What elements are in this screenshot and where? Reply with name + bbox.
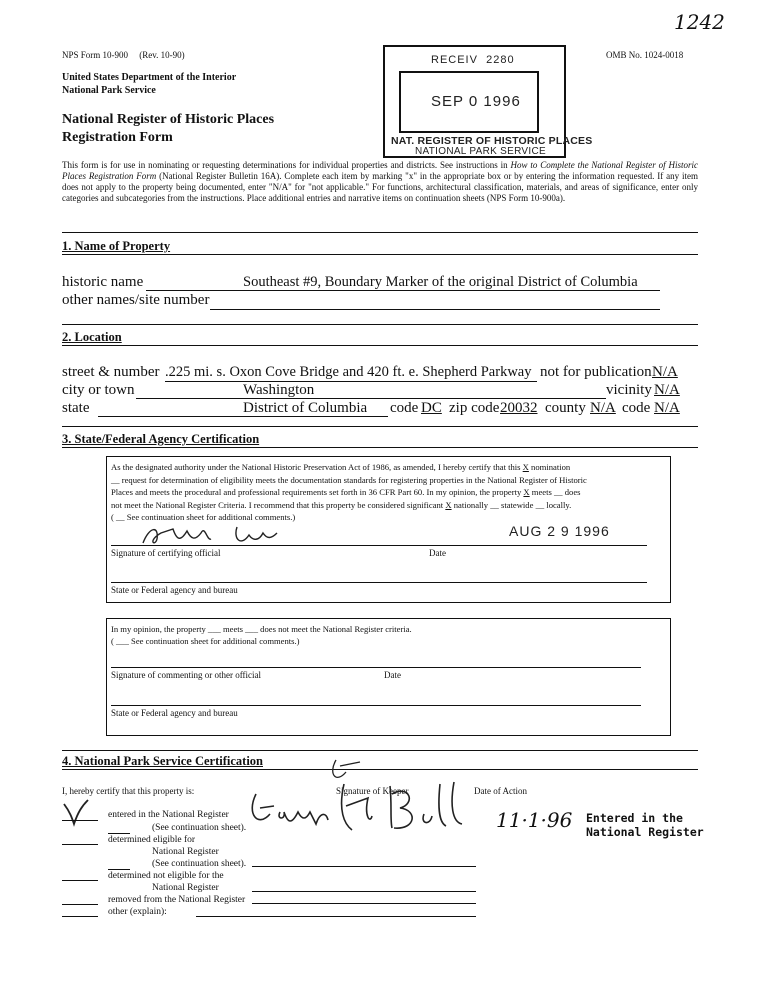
state-label: state [62,400,90,416]
code-value[interactable]: DC [421,400,442,416]
cert-line-3 [111,486,666,499]
option-eligible-register: National Register [152,847,219,857]
street-label: street & number [62,364,160,380]
form-rev: (Rev. 10-90) [139,50,185,60]
section-2-title: 2. Location [62,330,122,344]
form-title-2: Registration Form [62,130,173,145]
checkmark-icon [60,798,90,828]
option-removed: removed from the National Register [108,895,246,905]
option-entered: entered in the National Register [108,810,229,820]
intro-text-2: (National Register Bulletin 16A). Complete each item by marking "x" in the appropriate box or by entering the information requested. If any item does not apply to the property being documented, enter "N/A" for "not applicable." For functions, architectural classification, materials, and areas of significance, enter only categories and subcategories from the instructions. Place additional entries and narrative items on continuation sheets (NPS Form 10-900a). [62,171,698,203]
omb-number: OMB No. 1024-0018 [606,50,684,60]
vicinity-value[interactable]: N/A [654,382,680,398]
zip-value[interactable]: 20032 [500,400,538,416]
stamp-number: 2280 [486,54,515,66]
option-line-1[interactable] [252,866,476,867]
code-label: code [390,400,419,416]
certifying-signature [137,521,327,551]
option-continuation-2: (See continuation sheet). [152,859,247,869]
zip-label: zip code [449,400,500,416]
publication-value[interactable]: N/A [652,364,678,380]
intro-paragraph [62,160,698,204]
section-1-title: 1. Name of Property [62,239,171,253]
option-not-eligible: determined not eligible for the [108,871,224,881]
corner-number: 1242 [674,10,725,34]
certification-text [111,461,666,524]
option-blank-cont-2[interactable] [108,869,130,870]
option-line-2[interactable] [252,891,476,892]
section-2-heading [62,330,122,345]
divider [62,447,698,448]
cert-date-label: Date [429,548,446,558]
certification-box [106,456,671,603]
city-label: city or town [62,382,135,398]
section-4-heading [62,754,263,769]
section-1-heading [62,239,170,254]
section-3-heading [62,432,259,447]
cert-line-1b: nomination [528,462,571,472]
dept-line-2: National Park Service [62,85,156,96]
cert-line-1a: As the designated authority under the National Historic Preservation Act of 1986, as amended, I hereby certify that this [111,462,523,472]
section-4-title: 4. National Park Service Certification [62,754,263,768]
other-names-field[interactable] [210,292,660,310]
option-blank-eligible[interactable] [62,844,98,845]
cert-nationally-mark[interactable]: X [445,499,452,510]
agency-line[interactable] [111,582,647,583]
divider [62,345,698,346]
divider [62,426,698,427]
intro-italic: How to Complete the National Register of Historic Places Registration Form [62,160,698,181]
signature-line[interactable] [111,667,641,668]
agency-line[interactable] [111,705,641,706]
divider [62,324,698,325]
county-value[interactable]: N/A [590,400,616,416]
cert-line-3b: meets __ does [529,487,581,497]
opinion-line-1: In my opinion, the property ___ meets ___ does not meet the National Register criteria. [111,624,412,634]
stamp-date: SEP 0 1996 [431,93,521,110]
option-blank-not-eligible[interactable] [62,880,98,881]
entered-stamp-line-1: Entered in the [586,811,683,825]
option-blank-removed[interactable] [62,904,98,905]
code2-label: code [622,400,651,416]
stamp-line-2: NATIONAL PARK SERVICE [415,146,546,157]
cert-line-4b: nationally __ statewide __ locally. [451,499,572,510]
keeper-signature [240,754,480,844]
cert-line-5: ( __ See continuation sheet for additional comments.) [111,512,296,522]
handwritten-action-date: 11·1·96 [496,808,573,832]
state-field[interactable]: District of Columbia [98,400,388,417]
option-continuation-1: (See continuation sheet). [152,823,247,833]
signature-line[interactable] [111,545,647,546]
received-stamp [383,45,593,158]
other-names-label: other names/site number [62,292,210,308]
cert-meets-mark[interactable]: X [523,487,530,497]
cert-line-2: __ request for determination of eligibility meets the documentation standards for registering properties in the National Register of Historic [111,474,587,485]
option-other: other (explain): [108,907,167,917]
option-blank-entered[interactable] [62,820,98,821]
opinion-text [111,623,412,647]
option-not-eligible-register: National Register [152,883,219,893]
opinion-signature-label: Signature of commenting or other official [111,670,262,680]
cert-nomination-mark[interactable]: X [522,462,529,472]
opinion-agency-label: State or Federal agency and bureau [111,708,238,718]
historic-name-label: historic name [62,274,144,290]
cert-agency-label: State or Federal agency and bureau [111,585,238,595]
stamp-received [431,54,515,66]
form-title-1: National Register of Historic Places [62,112,275,127]
divider [62,232,698,233]
stamp-received-word: RECEIV [431,54,478,66]
section-3-title: 3. State/Federal Agency Certification [62,432,260,446]
vicinity-label: vicinity [606,382,652,398]
form-id [62,50,185,61]
entered-register-stamp [586,811,704,839]
dept-line-1: United States Department of the Interior [62,72,237,83]
opinion-box [106,618,671,736]
option-blank-cont-1[interactable] [108,833,130,834]
county-label: county [545,400,586,416]
cert-line-4a: not meet the National Register Criteria. I recommend that this property be considered significant [111,499,446,510]
divider [62,750,698,751]
form-id-text: NPS Form 10-900 [62,50,129,60]
street-field[interactable]: .225 mi. s. Oxon Cove Bridge and 420 ft. e. Shepherd Parkway [165,364,537,382]
cert-signature-label: Signature of certifying official [111,548,221,558]
opinion-date-label: Date [384,670,401,680]
option-line-4[interactable] [196,916,476,917]
historic-name-field[interactable]: Southeast #9, Boundary Marker of the original District of Columbia [146,274,660,291]
publication-label: not for publication [540,364,652,380]
entered-stamp-line-2: National Register [586,825,704,839]
intro-text-1: This form is for use in nominating or requesting determinations for individual properties and districts. See instructions in [62,160,511,170]
cert-line-1 [111,461,666,474]
option-line-3[interactable] [252,903,476,904]
cert-line-4 [111,499,666,512]
option-eligible: determined eligible for [108,835,196,845]
option-blank-other[interactable] [62,916,98,917]
cert-date-stamp: AUG 2 9 1996 [509,523,610,539]
divider [62,254,698,255]
action-date-label: Date of Action [474,786,527,796]
stamp-line-1: NAT. REGISTER OF HISTORIC PLACES [391,135,593,147]
code2-value[interactable]: N/A [654,400,680,416]
city-field[interactable]: Washington [136,382,606,399]
opinion-line-2: ( ___ See continuation sheet for additional comments.) [111,636,300,646]
keeper-label: Signature of Keeper [336,786,409,796]
certify-statement: I, hereby certify that this property is: [62,786,195,796]
cert-line-3a: Places and meets the procedural and professional requirements set forth in 36 CFR Part 60. In my opinion, the property [111,487,524,497]
